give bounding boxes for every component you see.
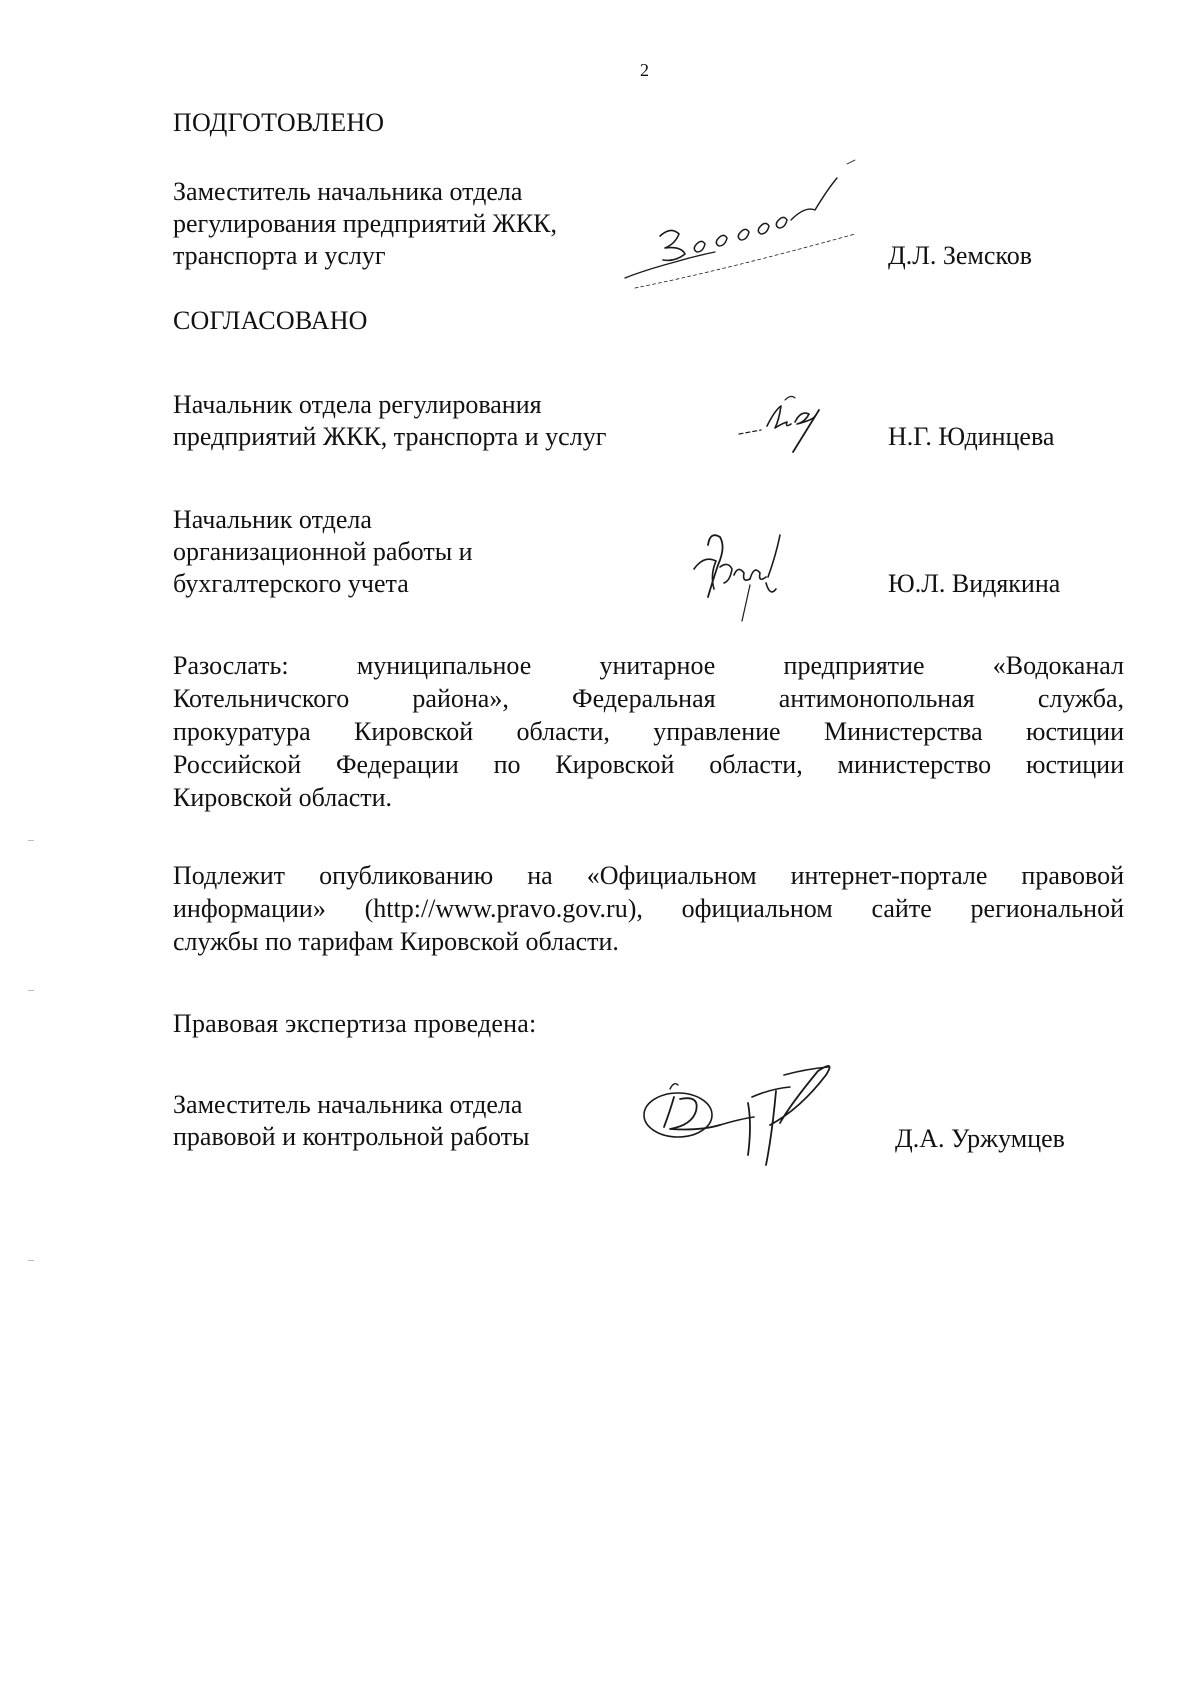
distribution-line: Разослать: муниципальное унитарное предприятие «Водоканал: [173, 651, 1124, 680]
prepared-position-line: транспорта и услуг: [173, 241, 386, 270]
legal-review-position: [173, 1089, 529, 1153]
agreed-position-line: организационной работы и: [173, 537, 473, 566]
agreed-position-line: Начальник отдела регулирования: [173, 390, 542, 419]
agreed-position-line: Начальник отдела: [173, 505, 372, 534]
publication-line: информации» (http://www.pravo.gov.ru), официальном сайте региональной: [173, 894, 1124, 923]
publication-line: Подлежит опубликованию на «Официальном интернет-портале правовой: [173, 861, 1124, 890]
scan-mark: [28, 1260, 34, 1261]
agreed-heading: СОГЛАСОВАНО: [173, 306, 368, 335]
legal-review-position-line: правовой и контрольной работы: [173, 1122, 530, 1151]
signature-zemskov: [605, 150, 925, 310]
agreed-position-line: бухгалтерского учета: [173, 569, 409, 598]
prepared-position-line: Заместитель начальника отдела: [173, 177, 523, 206]
legal-review-heading: Правовая экспертиза проведена:: [173, 1009, 537, 1038]
agreed-name-1: Н.Г. Юдинцева: [888, 422, 1055, 451]
prepared-name: Д.Л. Земсков: [888, 241, 1033, 270]
agreed-name-2: Ю.Л. Видякина: [888, 569, 1061, 598]
legal-review-name: Д.А. Уржумцев: [895, 1124, 1065, 1153]
prepared-position: [173, 176, 557, 272]
legal-review-position-line: Заместитель начальника отдела: [173, 1090, 523, 1119]
prepared-position-line: регулирования предприятий ЖКК,: [173, 209, 558, 238]
agreed-position-2: [173, 504, 473, 600]
publication-line: службы по тарифам Кировской области.: [173, 927, 619, 956]
signature-urzhumtsev: [630, 1045, 890, 1175]
page-number: 2: [640, 60, 649, 80]
distribution-line: Российской Федерации по Кировской области, министерство юстиции: [173, 750, 1124, 779]
distribution-line: Кировской области.: [173, 783, 393, 812]
prepared-heading: ПОДГОТОВЛЕНО: [173, 108, 385, 137]
scan-mark: [28, 840, 34, 841]
agreed-position-line: предприятий ЖКК, транспорта и услуг: [173, 422, 607, 451]
scan-mark: [28, 990, 34, 991]
distribution-line: Котельничского района», Федеральная антимонопольная служба,: [173, 684, 1124, 713]
agreed-position-1: [173, 389, 606, 453]
distribution-list: [173, 649, 1124, 814]
publication-note: [173, 859, 1124, 958]
signature-yudintseva: [735, 380, 865, 460]
distribution-line: прокуратура Кировской области, управление Министерства юстиции: [173, 717, 1124, 746]
signature-vidyakina: [680, 525, 810, 625]
